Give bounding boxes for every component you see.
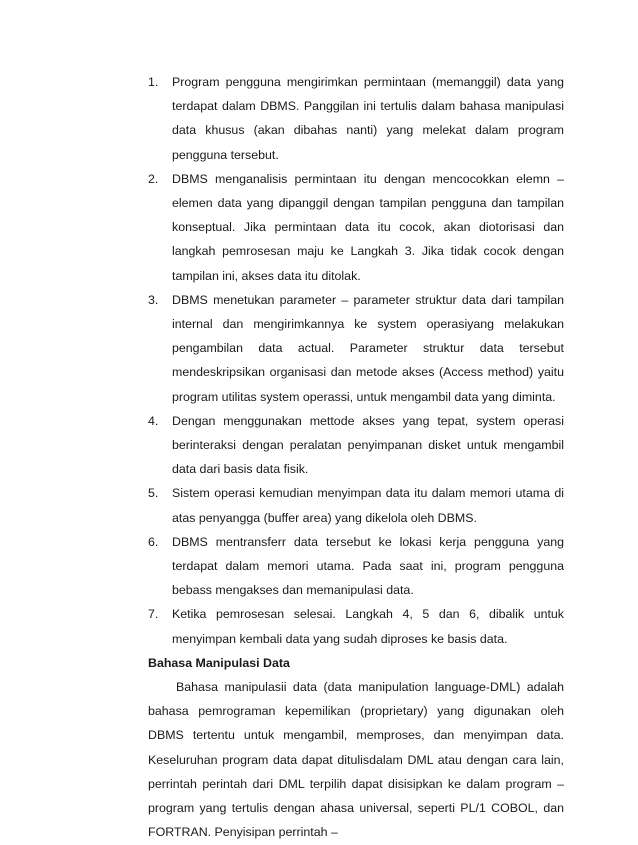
list-item [148,409,564,482]
list-number: 2. [148,171,159,186]
list-item [148,530,564,603]
section-paragraph: Bahasa manipulasii data (data manipulation language-DML) adalah bahasa pemrograman kepemilikan (proprietary) yang digunakan oleh DBMS tertentu untuk mengambil, memproses, dan menyimpan data. Keseluruhan program data dapat ditulisdalam DML atau dengan cara lain, perrintah perintah dari DML terpilih dapat disisipkan ke dalam program – program yang tertulis dengan ahasa universal, seperti PL/1 COBOL, dan FORTRAN. Penyisipan perrintah – [148,680,564,840]
numbered-list [148,70,564,651]
list-item [148,288,564,409]
list-item [148,70,564,167]
list-number: 3. [148,292,159,307]
list-number: 4. [148,413,159,428]
list-item-text: DBMS menganalisis permintaan itu dengan mencocokkan elemn – elemen data yang dipanggil dengan tampilan pengguna dan tampilan konseptual. Jika permintaan data itu cocok, akan diotorisasi dan langkah pemrosesan maju ke Langkah 3. Jika tidak cocok dengan tampilan ini, akses data itu ditolak. [172,171,564,283]
list-number: 1. [148,75,159,89]
list-item-text: Dengan menggunakan mettode akses yang tepat, system operasi berinteraksi dengan peralatan penyimpanan disket untuk mengambil data dari basis data fisik. [172,413,564,477]
list-item [148,602,564,650]
page-content [148,70,564,845]
list-item [148,167,564,288]
section-heading: Bahasa Manipulasi Data [148,655,290,670]
list-item-text: Ketika pemrosesan selesai. Langkah 4, 5 dan 6, dibalik untuk menyimpan kembali data yang sudah diproses ke basis data. [172,607,564,646]
list-number: 7. [148,607,159,622]
list-item-text: DBMS menetukan parameter – parameter struktur data dari tampilan internal dan mengirimkannya ke system operasiyang melakukan pengambilan data actual. Parameter struktur data tersebut mendeskripsikan organisasi dan metode akses (Access method) yaitu program utilitas system operassi, untuk mengambil data yang diminta. [172,292,564,404]
list-item-text: DBMS mentransferr data tersebut ke lokasi kerja pengguna yang terdapat dalam memori utama. Pada saat ini, program pengguna bebass mengakses dan memanipulasi data. [172,534,564,598]
list-item-text: Program pengguna mengirimkan permintaan (memanggil) data yang terdapat dalam DBMS. Panggilan ini tertulis dalam bahasa manipulasi data khusus (akan dibahas nanti) yang melekat dalam program pengguna tersebut. [172,75,564,162]
list-number: 6. [148,534,159,549]
list-item [148,481,564,529]
list-number: 5. [148,486,159,501]
list-item-text: Sistem operasi kemudian menyimpan data itu dalam memori utama di atas penyangga (buffer area) yang dikelola oleh DBMS. [172,486,564,525]
